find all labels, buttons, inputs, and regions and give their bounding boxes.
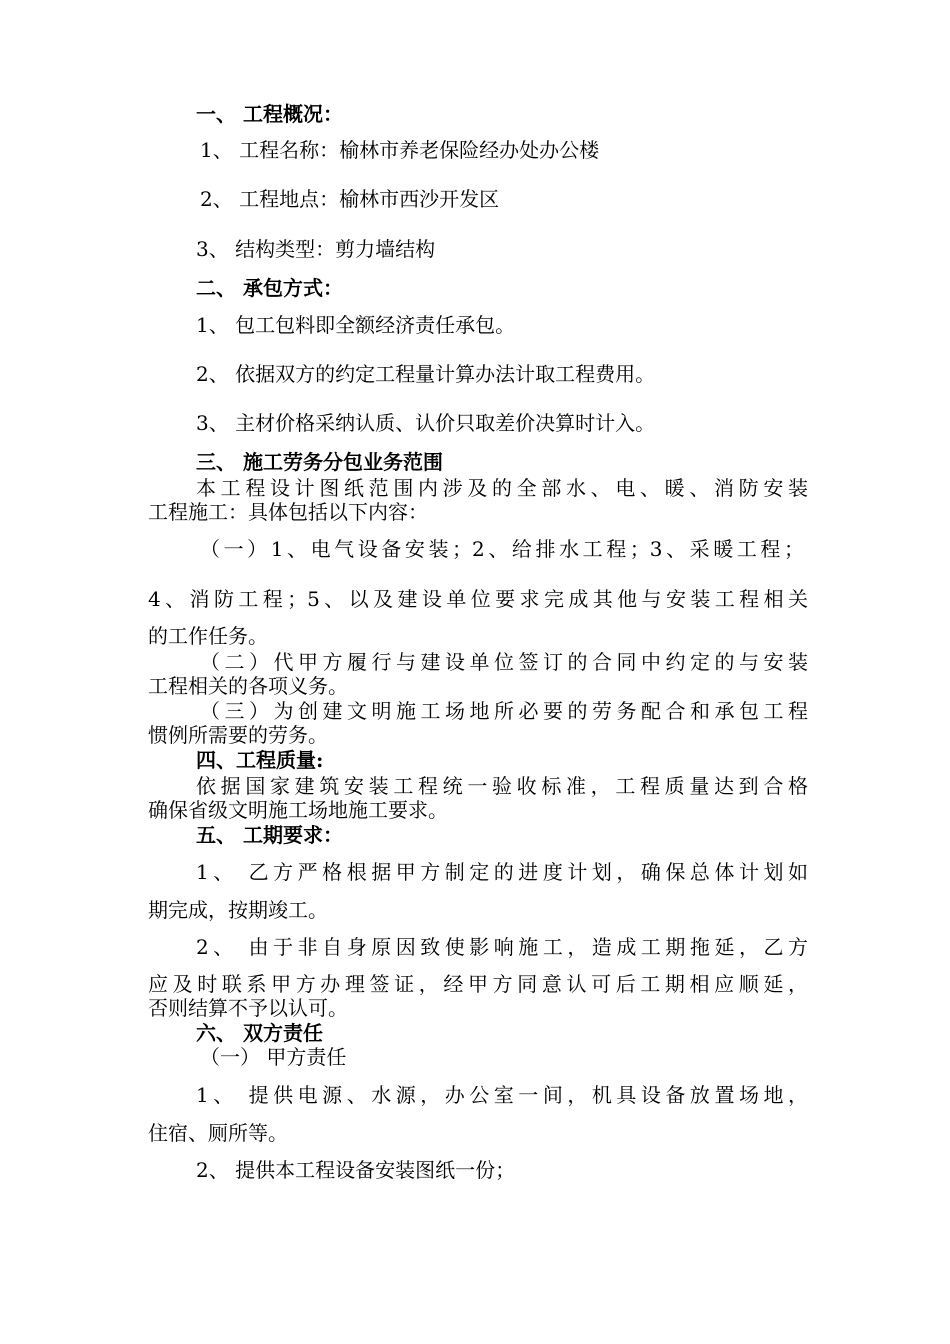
section-5-heading: 五、 工期要求： (196, 823, 343, 847)
scope-item-line: 惯例所需要的劳务。 (148, 723, 328, 747)
schedule-item-line: 否则结算不予以认可。 (148, 996, 348, 1020)
section-3-heading: 三、 施工劳务分包业务范围 (196, 450, 443, 474)
party-a-subheading: （一） 甲方责任 (200, 1045, 347, 1069)
scope-item-line: 的工作任务。 (148, 624, 268, 648)
schedule-item-line: 期完成，按期竣工。 (148, 898, 328, 922)
party-a-item-line: 住宿、厕所等。 (148, 1121, 288, 1145)
party-a-item-line: 1、 提供电源、水源，办公室一间，机具设备放置场地， (196, 1083, 808, 1107)
scope-item-line: 4、消防工程；5、以及建设单位要求完成其他与安装工程相关 (148, 587, 808, 611)
scope-paragraph-line: 本工程设计图纸范围内涉及的全部水、电、暖、消防安装 (196, 476, 808, 500)
contract-method-item-1: 1、 包工包料即全额经济责任承包。 (196, 313, 516, 337)
scope-item-line: （三）为创建文明施工场地所必要的劳务配合和承包工程 (200, 699, 808, 723)
structure-type-line: 3、 结构类型：剪力墙结构 (196, 237, 436, 261)
section-1-heading: 一、 工程概况： (196, 102, 343, 126)
schedule-item-line: 1、 乙方严格根据甲方制定的进度计划，确保总体计划如 (196, 860, 808, 884)
schedule-item-line: 应及时联系甲方办理签证，经甲方同意认可后工期相应顺延， (148, 972, 808, 996)
quality-paragraph-line: 确保省级文明施工场地施工要求。 (148, 798, 448, 822)
contract-method-item-2: 2、 依据双方的约定工程量计算办法计取工程费用。 (196, 362, 656, 386)
project-name-line: 1、 工程名称：榆林市养老保险经办处办公楼 (200, 138, 600, 162)
contract-method-item-3: 3、 主材价格采纳认质、认价只取差价决算时计入。 (196, 411, 656, 435)
schedule-item-line: 2、 由于非自身原因致使影响施工，造成工期拖延，乙方 (196, 935, 808, 959)
party-a-item-line: 2、 提供本工程设备安装图纸一份； (196, 1158, 516, 1182)
scope-item-line: （一）1、电气设备安装；2、给排水工程；3、采暖工程； (200, 537, 804, 561)
section-6-heading: 六、 双方责任 (196, 1021, 323, 1045)
quality-paragraph-line: 依据国家建筑安装工程统一验收标准，工程质量达到合格 (196, 774, 808, 798)
scope-item-line: （二）代甲方履行与建设单位签订的合同中约定的与安装 (200, 650, 808, 674)
scope-item-line: 工程相关的各项义务。 (148, 674, 348, 698)
scope-paragraph-line: 工程施工：具体包括以下内容： (148, 500, 428, 524)
section-2-heading: 二、 承包方式： (196, 276, 343, 300)
project-location-line: 2、 工程地点：榆林市西沙开发区 (200, 187, 500, 211)
section-4-heading: 四、工程质量: (196, 748, 324, 772)
